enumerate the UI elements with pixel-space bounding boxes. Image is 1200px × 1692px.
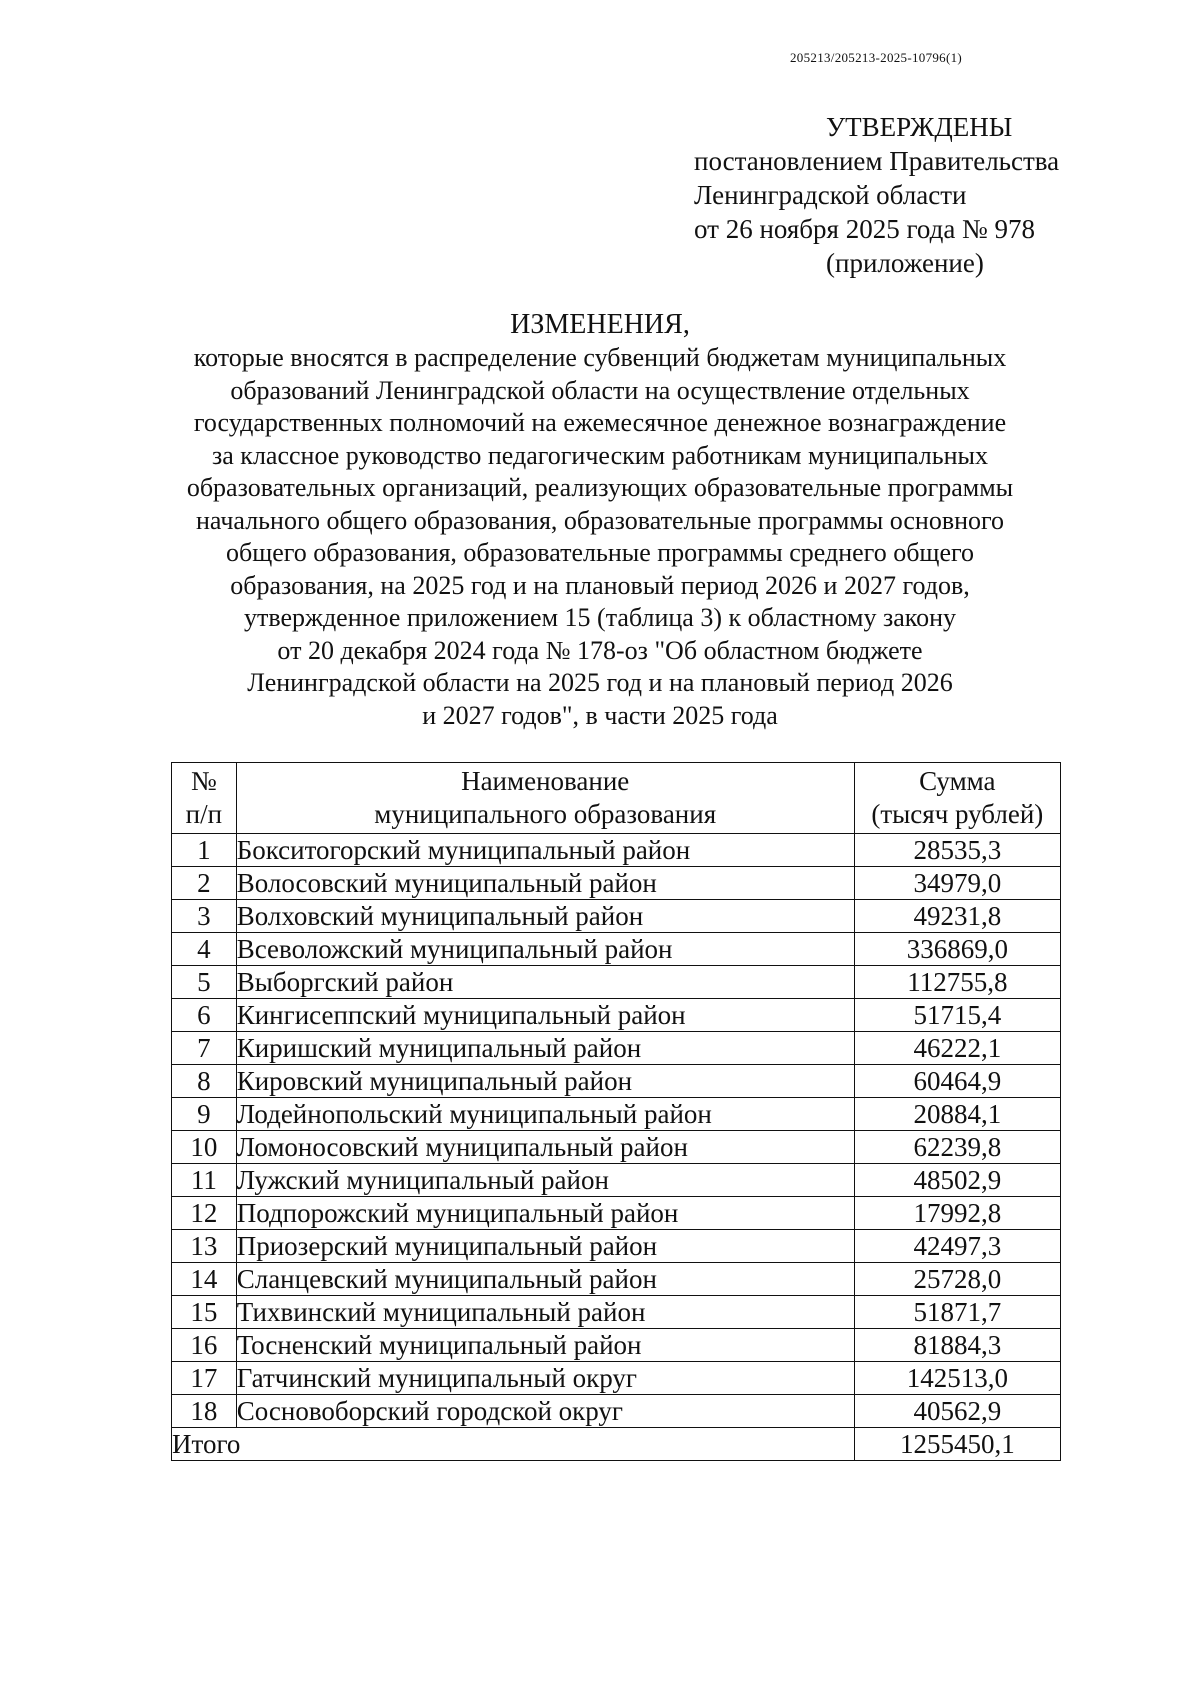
row-name: Киришский муниципальный район — [236, 1032, 854, 1065]
subtitle-line: государственных полномочий на ежемесячное денежное вознаграждение — [193, 408, 1007, 437]
row-number: 5 — [172, 966, 237, 999]
table-row — [172, 900, 1061, 933]
table-row — [172, 1065, 1061, 1098]
row-number: 16 — [172, 1329, 237, 1362]
row-name: Тихвинский муниципальный район — [236, 1296, 854, 1329]
row-number: 4 — [172, 933, 237, 966]
table-row — [172, 1197, 1061, 1230]
row-name: Тосненский муниципальный район — [236, 1329, 854, 1362]
row-name: Лужский муниципальный район — [236, 1164, 854, 1197]
header-sum-line1: Сумма — [919, 766, 996, 796]
subtitle-line: Ленинградской области на 2025 год и на плановый период 2026 — [247, 668, 953, 697]
header-number-line2: п/п — [185, 799, 223, 829]
document-heading: ИЗМЕНЕНИЯ, — [510, 309, 690, 340]
table-row — [172, 1032, 1061, 1065]
table-row — [172, 1296, 1061, 1329]
row-name: Сланцевский муниципальный район — [236, 1263, 854, 1296]
row-number: 13 — [172, 1230, 237, 1263]
row-sum: 336869,0 — [854, 933, 1060, 966]
row-sum: 62239,8 — [854, 1131, 1060, 1164]
header-sum-line2: (тысяч рублей) — [871, 799, 1044, 829]
subtitle-line: от 20 декабря 2024 года № 178-оз "Об областном бюджете — [277, 635, 923, 665]
row-number: 7 — [172, 1032, 237, 1065]
row-name: Гатчинский муниципальный округ — [236, 1362, 854, 1395]
row-number: 2 — [172, 867, 237, 900]
row-sum: 17992,8 — [854, 1197, 1060, 1230]
row-sum: 25728,0 — [854, 1263, 1060, 1296]
row-name: Кировский муниципальный район — [236, 1065, 854, 1098]
row-name: Приозерский муниципальный район — [236, 1230, 854, 1263]
table-row — [172, 1362, 1061, 1395]
subtitle-line: и 2027 годов", в части 2025 года — [422, 700, 778, 730]
row-sum: 112755,8 — [854, 966, 1060, 999]
table-total-row — [172, 1428, 1061, 1461]
row-sum: 51715,4 — [854, 999, 1060, 1032]
row-sum: 34979,0 — [854, 867, 1060, 900]
row-number: 3 — [172, 900, 237, 933]
distribution-table — [171, 762, 1061, 1461]
row-name: Волховский муниципальный район — [236, 900, 854, 933]
row-number: 8 — [172, 1065, 237, 1098]
subtitle-line: утвержденное приложением 15 (таблица 3) к областному закону — [243, 603, 957, 632]
row-number: 12 — [172, 1197, 237, 1230]
table-row — [172, 1395, 1061, 1428]
row-sum: 49231,8 — [854, 900, 1060, 933]
table-row — [172, 1164, 1061, 1197]
approval-appendix: (приложение) — [826, 248, 984, 278]
table-row — [172, 1329, 1061, 1362]
table-row — [172, 966, 1061, 999]
table-row — [172, 1263, 1061, 1296]
header-number — [172, 763, 237, 834]
row-number: 15 — [172, 1296, 237, 1329]
row-sum: 42497,3 — [854, 1230, 1060, 1263]
row-number: 18 — [172, 1395, 237, 1428]
row-number: 14 — [172, 1263, 237, 1296]
header-name — [236, 763, 854, 834]
row-sum: 48502,9 — [854, 1164, 1060, 1197]
table-row — [172, 1230, 1061, 1263]
row-name: Волосовский муниципальный район — [236, 867, 854, 900]
total-sum: 1255450,1 — [854, 1428, 1060, 1461]
table-header-row — [172, 763, 1061, 834]
table-row — [172, 834, 1061, 867]
approval-title: УТВЕРЖДЕНЫ — [826, 112, 1013, 142]
subtitle-line: начального общего образования, образовательные программы основного — [195, 505, 1005, 535]
row-number: 1 — [172, 834, 237, 867]
approval-date: от 26 ноября 2025 года № 978 — [694, 214, 1036, 244]
subtitle-line: образования, на 2025 год и на плановый период 2026 и 2027 годов, — [230, 570, 970, 600]
row-name: Ломоносовский муниципальный район — [236, 1131, 854, 1164]
header-sum — [854, 763, 1060, 834]
row-sum: 40562,9 — [854, 1395, 1060, 1428]
row-name: Бокситогорский муниципальный район — [236, 834, 854, 867]
header-number-line1: № — [190, 766, 217, 796]
document-subtitle — [150, 342, 1050, 732]
row-number: 6 — [172, 999, 237, 1032]
row-sum: 81884,3 — [854, 1329, 1060, 1362]
header-name-line1: Наименование — [461, 766, 630, 796]
table-row — [172, 867, 1061, 900]
row-name: Подпорожский муниципальный район — [236, 1197, 854, 1230]
row-number: 11 — [172, 1164, 237, 1197]
table-row — [172, 999, 1061, 1032]
row-name: Кингисеппский муниципальный район — [236, 999, 854, 1032]
row-name: Сосновоборский городской округ — [236, 1395, 854, 1428]
table-row — [172, 1098, 1061, 1131]
row-number: 10 — [172, 1131, 237, 1164]
row-sum: 28535,3 — [854, 834, 1060, 867]
approval-decree: постановлением Правительства — [694, 146, 1060, 176]
table-row — [172, 1131, 1061, 1164]
header-name-line2: муниципального образования — [374, 799, 717, 829]
document-id: 205213/205213-2025-10796(1) — [790, 50, 963, 65]
row-sum: 142513,0 — [854, 1362, 1060, 1395]
table-row — [172, 933, 1061, 966]
row-name: Лодейнопольский муниципальный район — [236, 1098, 854, 1131]
row-sum: 51871,7 — [854, 1296, 1060, 1329]
subtitle-line: общего образования, образовательные программы среднего общего — [225, 538, 975, 567]
row-sum: 60464,9 — [854, 1065, 1060, 1098]
approval-region: Ленинградской области — [694, 180, 967, 210]
row-sum: 46222,1 — [854, 1032, 1060, 1065]
row-number: 17 — [172, 1362, 237, 1395]
subtitle-line: за классное руководство педагогическим работникам муниципальных — [212, 440, 988, 470]
subtitle-line: которые вносятся в распределение субвенций бюджетам муниципальных — [193, 343, 1007, 372]
subtitle-line: образовательных организаций, реализующих образовательные программы — [186, 473, 1014, 502]
row-name: Выборгский район — [236, 966, 854, 999]
total-label: Итого — [172, 1428, 855, 1461]
row-sum: 20884,1 — [854, 1098, 1060, 1131]
row-name: Всеволожский муниципальный район — [236, 933, 854, 966]
subtitle-line: образований Ленинградской области на осуществление отдельных — [230, 375, 970, 405]
row-number: 9 — [172, 1098, 237, 1131]
